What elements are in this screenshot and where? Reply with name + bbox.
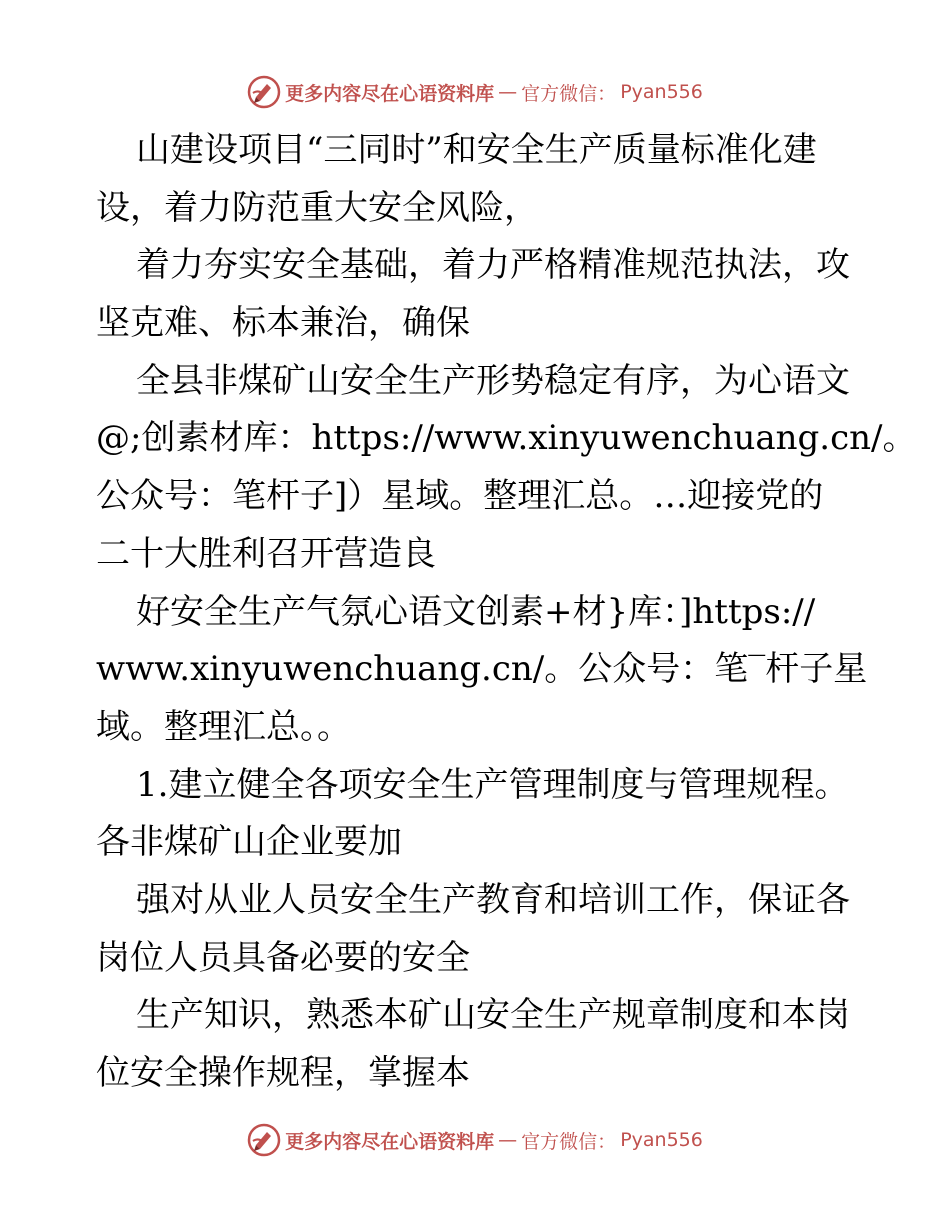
body-line: 1.建立健全各项安全生产管理制度与管理规程。 bbox=[136, 764, 849, 805]
body-line: 生产知识，熟悉本矿山安全生产规章制度和本岗 bbox=[136, 995, 850, 1036]
footer-watermark bbox=[0, 1120, 950, 1160]
watermark-site-text: 更多内容尽在心语资料库 bbox=[285, 82, 495, 105]
body-line: 位安全操作规程，掌握本 bbox=[96, 1053, 470, 1093]
body-line: @;创素材库：https://www.xinyuwenchuang.cn/。 bbox=[96, 418, 917, 459]
watermark-wechat-id: Pyan556 bbox=[620, 1129, 703, 1151]
body-line: 岗位人员具备必要的安全 bbox=[96, 937, 470, 978]
body-line: 各非煤矿山企业要加 bbox=[96, 822, 402, 863]
body-line: 二十大胜利召开营造良 bbox=[96, 533, 436, 574]
book-pen-logo-icon bbox=[247, 1123, 281, 1157]
document-body bbox=[96, 122, 917, 1103]
body-line: www.xinyuwenchuang.cn/。公众号：笔‾杆子星 bbox=[96, 649, 868, 690]
watermark-wechat-label: 官方微信： bbox=[521, 82, 617, 105]
watermark-wechat-id: Pyan556 bbox=[620, 81, 703, 103]
body-line: 设，着力防范重大安全风险， bbox=[96, 187, 538, 228]
watermark-wechat-label: 官方微信： bbox=[521, 1130, 617, 1153]
body-line: 好安全生产气氛心语文创素+材}库：]https:// bbox=[136, 591, 816, 632]
watermark-separator: — bbox=[498, 81, 518, 103]
watermark-site-text: 更多内容尽在心语资料库 bbox=[285, 1130, 495, 1153]
body-line: 着力夯实安全基础，着力严格精准规范执法，攻 bbox=[136, 245, 850, 286]
watermark-separator: — bbox=[498, 1129, 518, 1151]
body-line: 域。整理汇总。。 bbox=[96, 706, 351, 747]
body-line: 坚克难、标本兼治，确保 bbox=[96, 303, 470, 344]
book-pen-logo-icon bbox=[247, 75, 281, 109]
body-line: 公众号：笔杆子]）星域。整理汇总。…迎接党的 bbox=[96, 476, 824, 517]
header-watermark bbox=[0, 72, 950, 112]
body-line: 强对从业人员安全生产教育和培训工作，保证各 bbox=[136, 879, 850, 920]
body-line: 全县非煤矿山安全生产形势稳定有序，为心语文 bbox=[136, 360, 850, 401]
body-line: 山建设项目“三同时”和安全生产质量标准化建 bbox=[136, 130, 817, 170]
